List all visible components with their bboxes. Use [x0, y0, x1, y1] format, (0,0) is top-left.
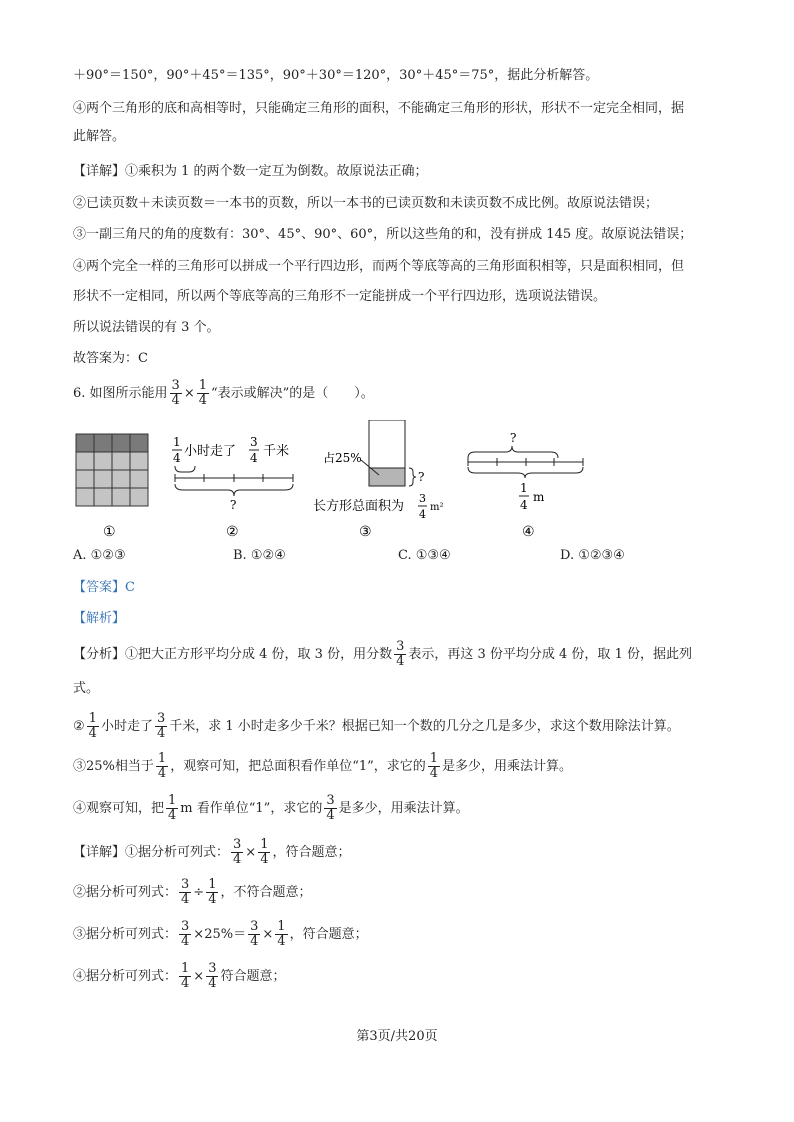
analysis-1: 【分析】①把大正方形平均分成 4 份，取 3 份，用分数 $\frac{3}{4}$ 表示，再这 3 份平均分成 4 份，取 1 份，据此列: [73, 639, 692, 669]
page-footer: 第3页/共20页: [356, 1029, 438, 1044]
text-line: 故答案为：C: [73, 351, 148, 366]
text-line: 形状不一定相同，所以两个等底等高的三角形不一定能拼成一个平行四边形，选项说法错误。: [73, 289, 607, 304]
svg-text:3: 3: [250, 435, 258, 449]
svg-text:4: 4: [520, 498, 528, 512]
option-c[interactable]: C. ①③④: [398, 548, 451, 563]
fraction: $\frac{3}{4}$: [171, 378, 180, 408]
figure-1-label: ①: [103, 524, 116, 540]
detail-2: ②据分析可列式： $\frac{3}{4}$ ÷ $\frac{1}{4}$ ，不符合题意；: [73, 877, 312, 907]
text-line: 所以说法错误的有 3 个。: [73, 320, 220, 335]
figure-4-label: ④: [522, 524, 535, 540]
fraction: $\frac{1}{4}$: [198, 378, 208, 408]
text-line: ②已读页数＋未读页数＝一本书的页数，所以一本书的已读页数和未读页数不成比例。故原说法错误；: [73, 196, 659, 211]
text-line: 【详解】①乘积为 1 的两个数一定互为倒数。故原说法正确；: [73, 164, 428, 179]
option-b[interactable]: B. ①②④: [233, 548, 286, 563]
svg-text:4: 4: [250, 451, 258, 465]
svg-text:占25%: 占25%: [323, 451, 362, 465]
svg-text:长方形总面积为: 长方形总面积为: [313, 499, 405, 514]
option-d[interactable]: D. ①②③④: [560, 548, 625, 563]
text-line: 此解答。: [73, 129, 126, 144]
svg-text:4: 4: [173, 451, 181, 465]
analysis-3: ③25%相当于 $\frac{1}{4}$ ，观察可知，把总面积看作单位“1”，求它的 $\frac{1}{4}$ 是多少，用乘法计算。: [73, 751, 573, 781]
svg-text:m: m: [533, 490, 545, 504]
answer-label: 【答案】C: [73, 580, 135, 595]
svg-text:4: 4: [419, 508, 426, 521]
figure-4: [468, 431, 583, 512]
detail-3: ③据分析可列式： $\frac{3}{4}$ ×25%＝ $\frac{3}{4}$ × $\frac{1}{4}$ ，符合题意；: [73, 919, 368, 949]
svg-text:千米: 千米: [263, 444, 290, 459]
analysis-title: 【解析】: [73, 611, 126, 626]
svg-text:?: ?: [418, 470, 425, 484]
text-line: ＋90°＝150°，90°＋45°＝135°，90°＋30°＝120°，30°＋45°＝75°，据此分析解答。: [73, 68, 599, 83]
figure-3-label: ③: [359, 524, 372, 540]
svg-text:小时走了: 小时走了: [184, 444, 237, 459]
svg-text:3: 3: [419, 492, 426, 505]
figure-1-grid: [76, 434, 148, 506]
svg-text:m²: m²: [430, 502, 444, 513]
option-a[interactable]: A. ①②③: [73, 548, 126, 563]
svg-text:1: 1: [520, 481, 528, 495]
figure-3: [313, 420, 444, 521]
detail-4: ④据分析可列式： $\frac{1}{4}$ × $\frac{3}{4}$ 符合题意；: [73, 961, 286, 991]
analysis-1-cont: 式。: [73, 681, 100, 696]
svg-text:?: ?: [230, 498, 237, 512]
figure-2: [172, 435, 293, 512]
text-line: ④两个完全一样的三角形可以拼成一个平行四边形，而两个等底等高的三角形面积相等，只是面积相同，但: [73, 259, 685, 274]
svg-text:1: 1: [173, 435, 181, 449]
text-line: ④两个三角形的底和高相等时，只能确定三角形的面积，不能确定三角形的形状，形状不一定完全相同，据: [73, 101, 685, 116]
analysis-4: ④观察可知，把 $\frac{1}{4}$ m 看作单位“1”，求它的 $\frac{3}{4}$ 是多少，用乘法计算。: [73, 793, 469, 823]
svg-text:?: ?: [510, 431, 517, 445]
detail-1: 【详解】①据分析可列式： $\frac{3}{4}$ × $\frac{1}{4}$ ，符合题意；: [73, 837, 351, 867]
figure-2-label: ②: [226, 524, 239, 540]
analysis-2: ② $\frac{1}{4}$ 小时走了 $\frac{3}{4}$ 千米，求 1 小时走多少千米？根据已知一个数的几分之几是多少，求这个数用除法计算。: [73, 711, 680, 741]
text-line: ③一副三角尺的角的度数有：30°、45°、90°、60°，所以这些角的和，没有拼成 145 度。故原说法错误；: [73, 227, 693, 242]
question-6: 6. 如图所示能用 $\frac{3}{4}$ × $\frac{1}{4}$ “表示或解决”的是（ ）。: [73, 378, 374, 408]
question-figures: [73, 420, 753, 545]
